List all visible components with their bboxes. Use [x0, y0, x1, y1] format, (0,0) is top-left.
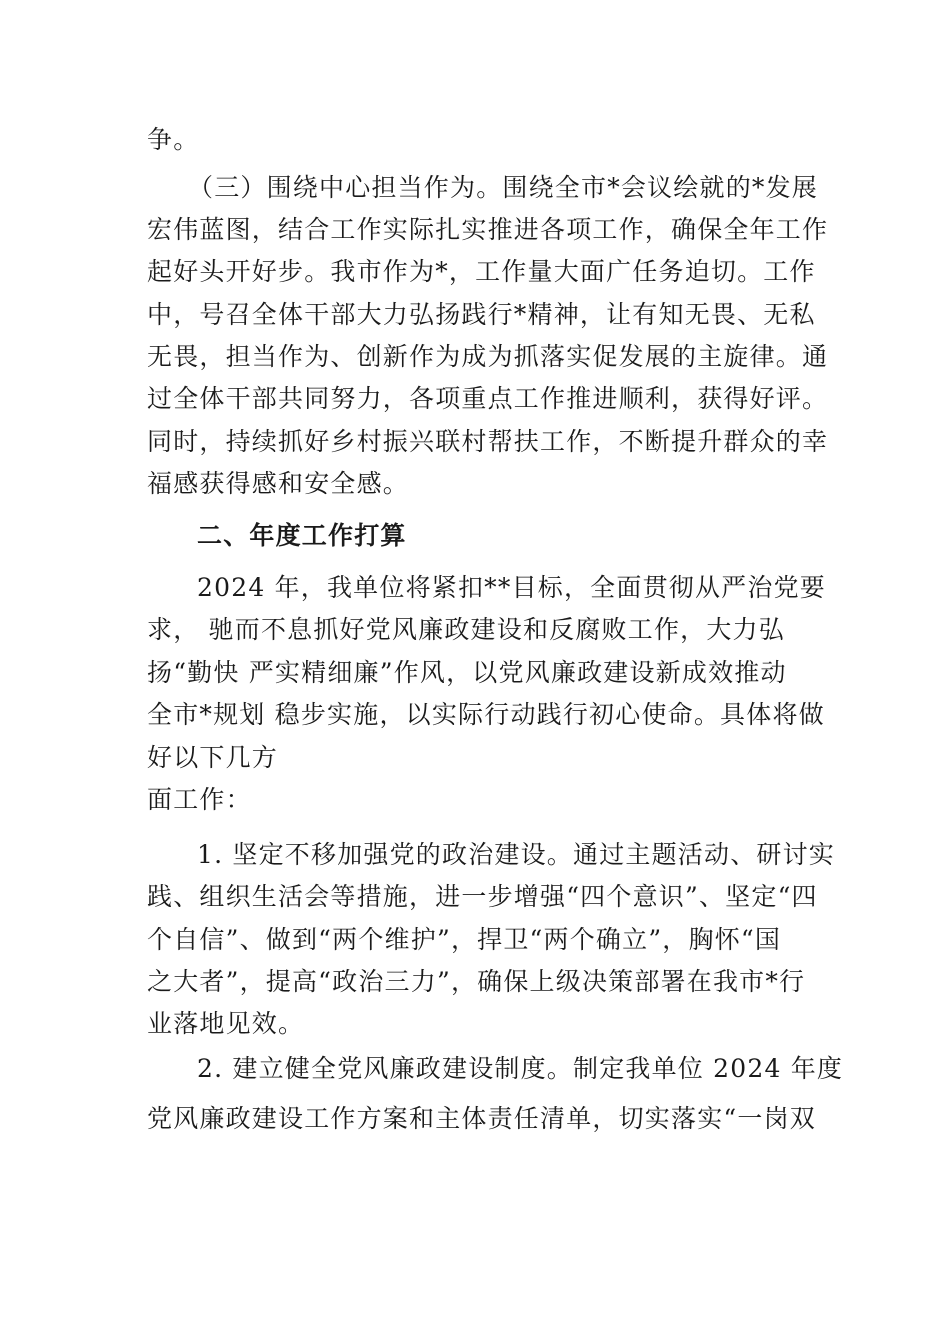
paragraph-line: 宏伟蓝图，结合工作实际扎实推进各项工作，确保全年工作 — [147, 215, 829, 244]
section-three-line: （三）围绕中心担当作为。围绕全市*会议绘就的*发展 — [188, 173, 819, 202]
paragraph-line: 无畏，担当作为、创新作为成为抓落实促发展的主旋律。通 — [147, 342, 829, 371]
paragraph-line: 扬“勤快 严实精细廉”作风，以党风廉政建设新成效推动 — [147, 658, 787, 687]
paragraph-line: 个自信”、做到“两个维护”，捍卫“两个确立”，胸怀“国 — [147, 925, 782, 954]
paragraph-line: 党风廉政建设工作方案和主体责任清单，切实落实“一岗双 — [147, 1104, 816, 1133]
paragraph-line: 全市*规划 稳步实施，以实际行动践行初心使命。具体将做 — [147, 700, 825, 729]
paragraph-line: 过全体干部共同努力，各项重点工作推进顺利，获得好评。 — [147, 384, 829, 413]
paragraph-line: 2024 年，我单位将紧扣**目标，全面贯彻从严治党要 — [197, 573, 826, 602]
paragraph-line: 业落地见效。 — [147, 1009, 305, 1038]
item-one-line: 1. 坚定不移加强党的政治建设。通过主题活动、研讨实 — [197, 840, 836, 869]
paragraph-line: 福感获得感和安全感。 — [147, 469, 410, 498]
item-two-line: 2. 建立健全党风廉政建设制度。制定我单位 2024 年度 — [197, 1054, 844, 1083]
paragraph-line: 起好头开好步。我市作为*，工作量大面广任务迫切。工作 — [147, 257, 816, 286]
paragraph-line: 中，号召全体干部大力弘扬践行*精神，让有知无畏、无私 — [147, 300, 816, 329]
paragraph-line: 践、组织生活会等措施，进一步增强“四个意识”、坚定“四 — [147, 882, 818, 911]
paragraph-line: 争。 — [147, 125, 200, 154]
paragraph-line: 好以下几方 — [147, 743, 279, 772]
section-heading: 二、年度工作打算 — [197, 521, 407, 550]
paragraph-line: 同时，持续抓好乡村振兴联村帮扶工作，不断提升群众的幸 — [147, 427, 829, 456]
paragraph-line: 求， 驰而不息抓好党风廉政建设和反腐败工作，大力弘 — [147, 615, 785, 644]
paragraph-line: 之大者”，提高“政治三力”，确保上级决策部署在我市*行 — [147, 967, 806, 996]
paragraph-line: 面工作： — [147, 785, 252, 814]
